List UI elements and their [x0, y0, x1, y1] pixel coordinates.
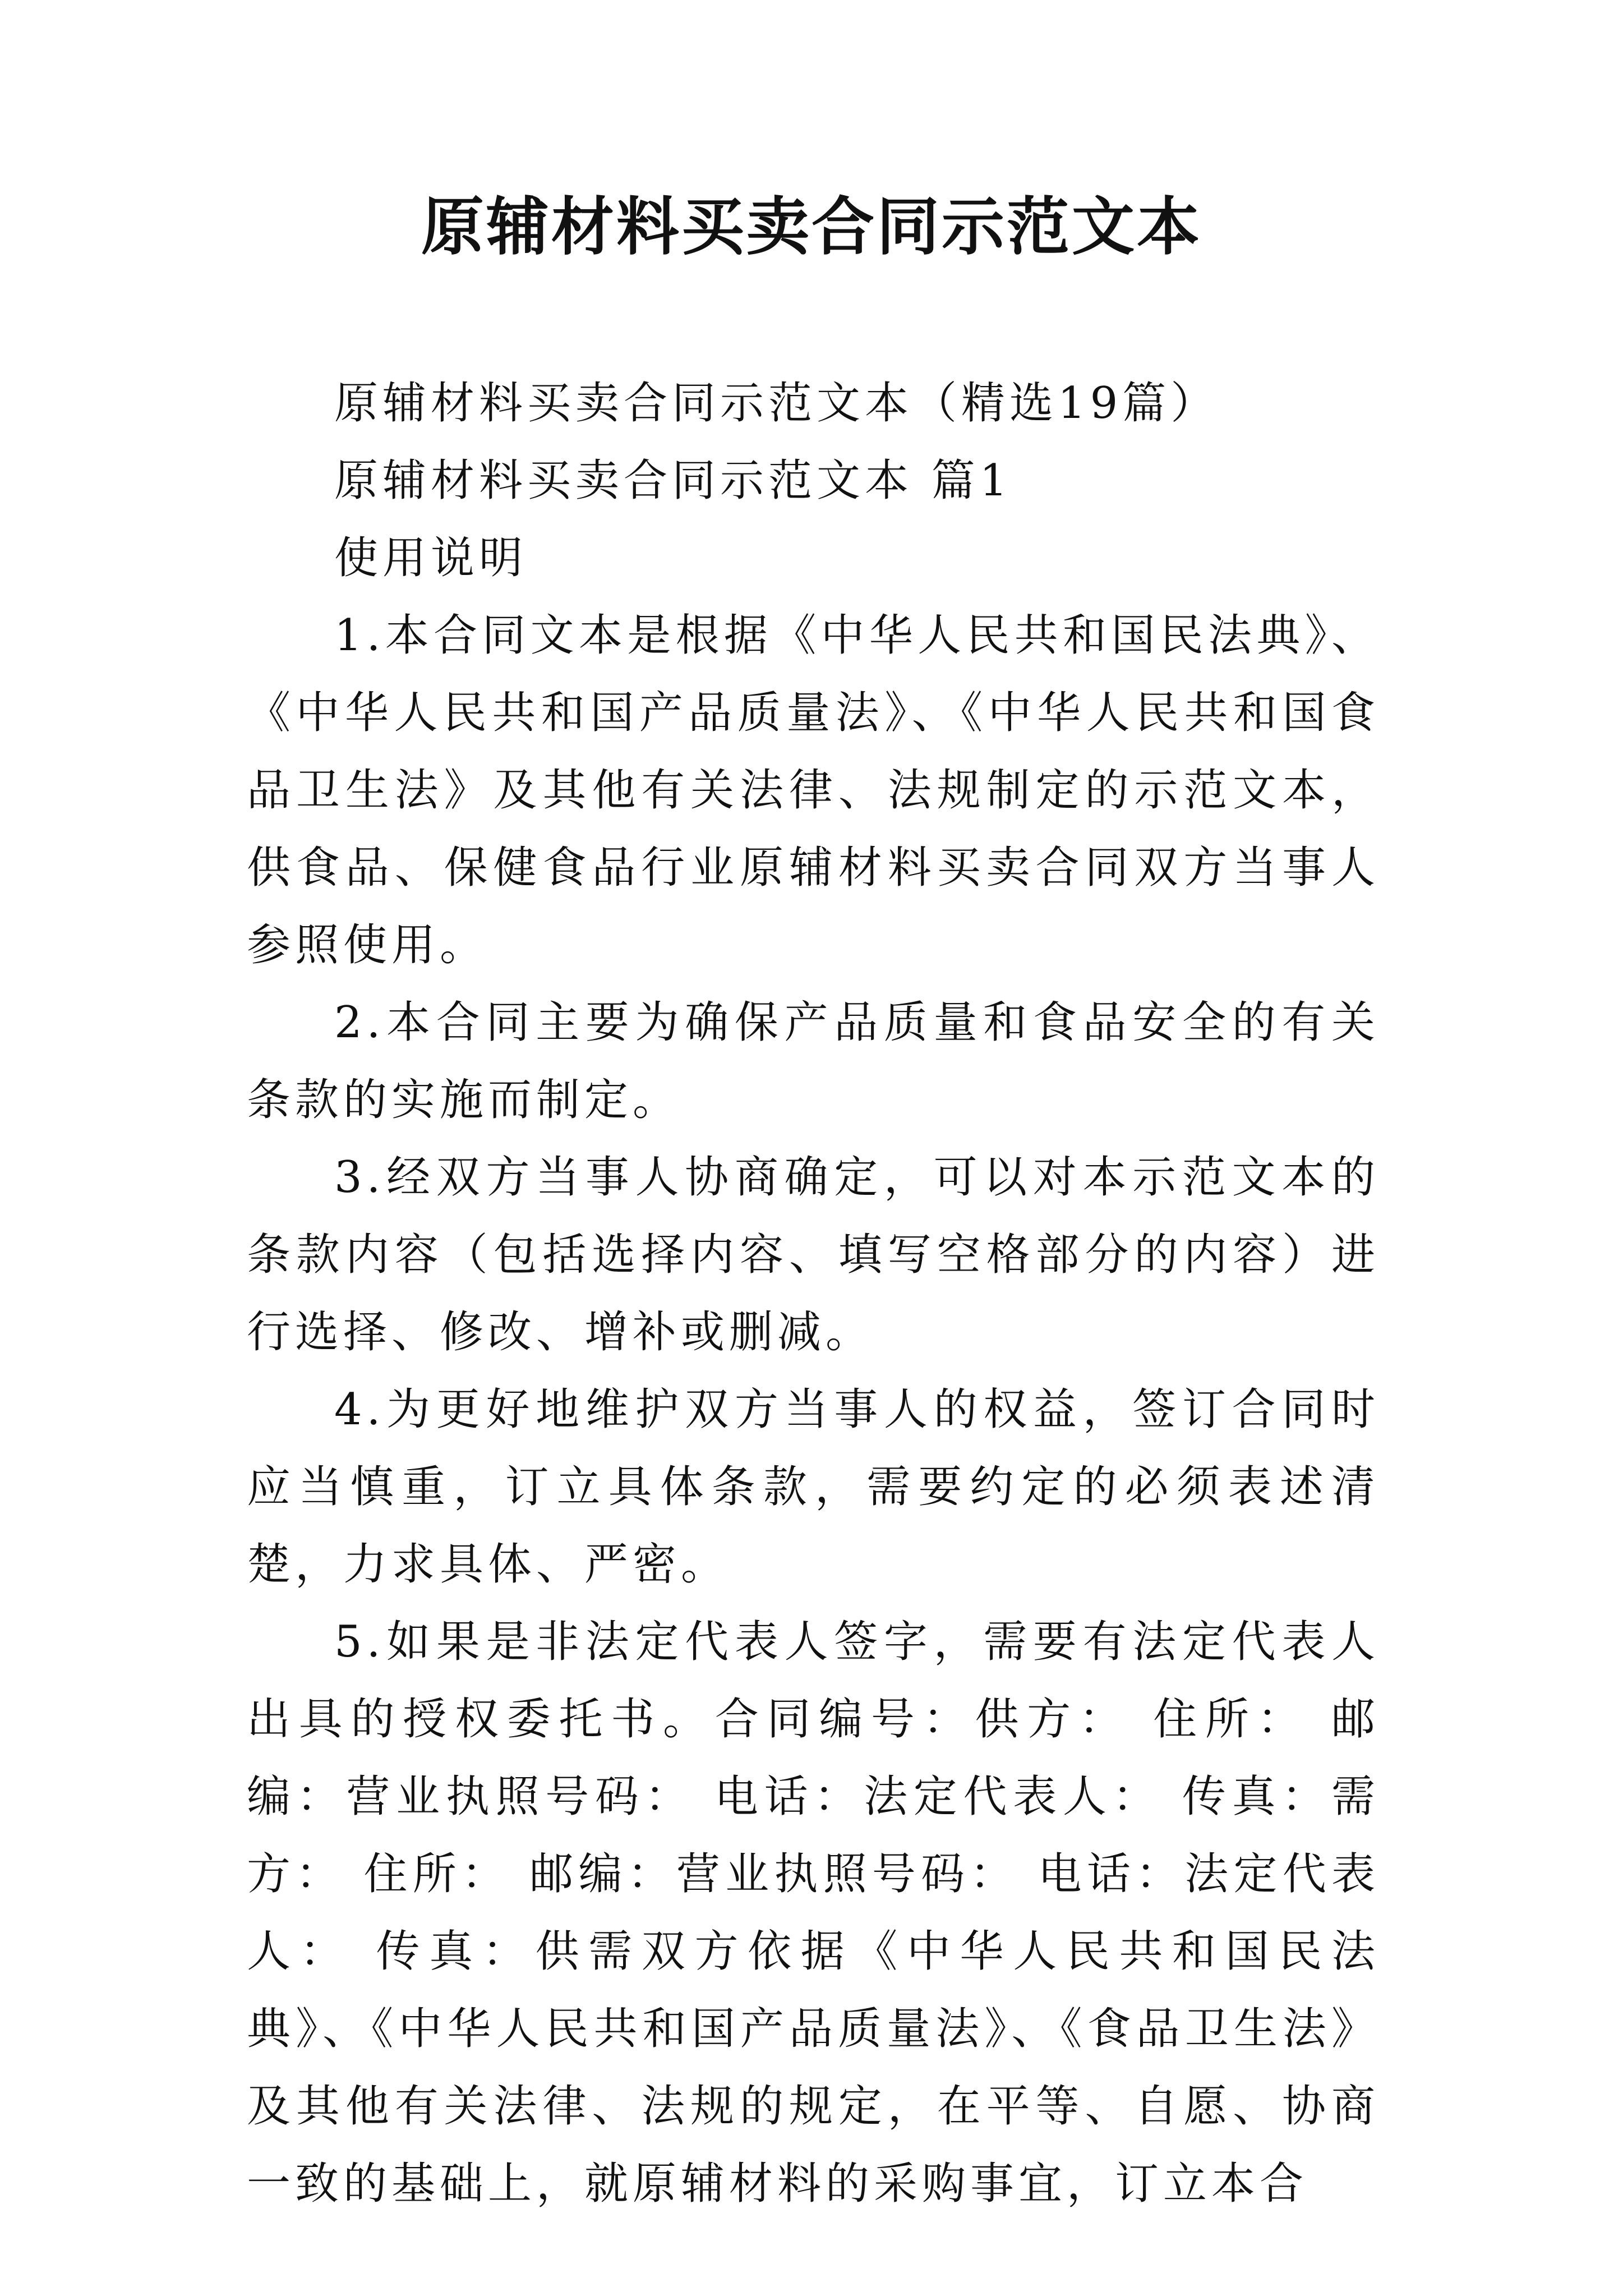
body-paragraph: 2.本合同主要为确保产品质量和食品安全的有关条款的实施而制定。 [247, 997, 1380, 1125]
body-paragraph: 3.经双方当事人协商确定，可以对本示范文本的条款内容（包括选择内容、填写空格部分的内容）进行选择、修改、增补或删减。 [247, 1152, 1380, 1358]
body-paragraph: 4.为更好地维护双方当事人的权益，签订合同时应当慎重，订立具体条款，需要约定的必须表述清楚，力求具体、严密。 [247, 1384, 1380, 1590]
section-heading: 原辅材料买卖合同示范文本 篇1 [334, 455, 1012, 506]
body-paragraph: 1.本合同文本是根据《中华人民共和国民法典》、《中华人民共和国产品质量法》、《中华人民共和国食品卫生法》及其他有关法律、法规制定的示范文本，供食品、保健食品行业原辅材料买卖合同双方当事人参照使用。 [247, 610, 1380, 970]
usage-heading: 使用说明 [334, 533, 528, 583]
body-paragraph: 5.如果是非法定代表人签字，需要有法定代表人出具的授权委托书。合同编号：供方： 住所： 邮编：营业执照号码： 电话：法定代表人： 传真：需方： 住所： 邮编：营业执照号码： 电话：法定代表人： 传真：供需双方依据《中华人民共和国民法典》、《中华人民共和国产品质量法》、《食品卫生法》及其他有关法律、法规的规定，在平等、自愿、协商一致的基础上，就原辅材料的采购事宜，订立本合 [247, 1617, 1380, 2209]
subtitle-paragraph: 原辅材料买卖合同示范文本（精选19篇） [334, 378, 1219, 429]
document-body [247, 365, 1380, 2223]
document-title: 原辅材料买卖合同示范文本 [421, 190, 1202, 264]
